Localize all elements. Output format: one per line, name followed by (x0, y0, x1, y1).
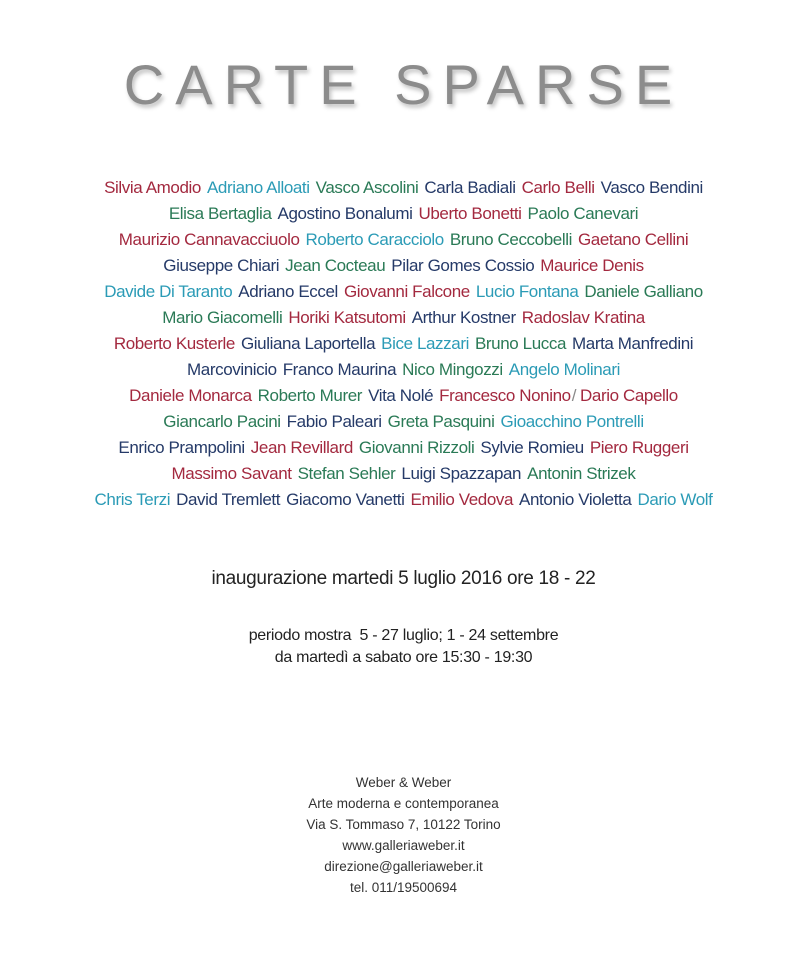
artist-separator: / (571, 386, 577, 405)
artist-name: David Tremlett (176, 490, 281, 509)
artist-name: Francesco Nonino (439, 386, 571, 405)
artist-name: Luigi Spazzapan (401, 464, 522, 483)
artist-line (20, 305, 787, 331)
artist-name: Bruno Ceccobelli (449, 230, 572, 249)
artist-line (20, 175, 787, 201)
artist-name: Jean Cocteau (285, 256, 386, 275)
artist-name: Davide Di Taranto (104, 282, 233, 301)
artist-name: Bice Lazzari (381, 334, 469, 353)
artist-name: Gaetano Cellini (577, 230, 689, 249)
artist-line (20, 201, 787, 227)
artist-name: Radoslav Kratina (521, 308, 645, 327)
artist-name: Adriano Eccel (238, 282, 338, 301)
gallery-subtitle: Arte moderna e contemporanea (308, 796, 499, 811)
artist-name: Giancarlo Pacini (163, 412, 281, 431)
artist-name: Bruno Lucca (474, 334, 567, 353)
artist-name: Roberto Caracciolo (305, 230, 444, 249)
gallery-email-link[interactable]: direzione@galleriaweber.it (324, 859, 483, 874)
artist-name: Jean Revillard (250, 438, 353, 457)
artist-name: Giacomo Vanetti (286, 490, 405, 509)
artist-line (20, 383, 787, 409)
artist-name: Giovanni Rizzoli (358, 438, 475, 457)
artist-name: Vasco Ascolini (315, 178, 419, 197)
artist-name: Arthur Kostner (411, 308, 516, 327)
gallery-address: Via S. Tommaso 7, 10122 Torino (306, 817, 501, 832)
artist-name: Franco Maurina (282, 360, 397, 379)
artist-name: Nico Mingozzi (402, 360, 503, 379)
artist-name: Agostino Bonalumi (277, 204, 413, 223)
artist-name: Lucio Fontana (475, 282, 579, 301)
artist-name: Mario Giacomelli (162, 308, 283, 327)
gallery-phone: tel. 011/19500694 (349, 880, 458, 895)
artist-name: Paolo Canevari (527, 204, 639, 223)
artist-name: Giuliana Laportella (240, 334, 376, 353)
exhibition-period (0, 625, 807, 669)
artist-list (20, 175, 787, 513)
artist-name: Fabio Paleari (286, 412, 382, 431)
artist-name: Silvia Amodio (104, 178, 201, 197)
artist-name: Giuseppe Chiari (163, 256, 280, 275)
artist-name: Sylvie Romieu (480, 438, 584, 457)
artist-name: Antonin Strizek (527, 464, 636, 483)
artist-name: Elisa Bertaglia (168, 204, 272, 223)
gallery-website-link[interactable]: www.galleriaweber.it (342, 838, 465, 853)
period-dates: periodo mostra 5 - 27 luglio; 1 - 24 settembre (248, 627, 559, 644)
artist-name: Adriano Alloati (206, 178, 310, 197)
artist-name: Piero Ruggeri (589, 438, 689, 457)
artist-name: Dario Capello (580, 386, 678, 405)
exhibition-title: CARTE SPARSE (123, 53, 684, 116)
gallery-contacts (0, 772, 807, 898)
artist-name: Massimo Savant (171, 464, 292, 483)
artist-line (20, 435, 787, 461)
gallery-name: Weber & Weber (355, 775, 452, 790)
artist-name: Dario Wolf (637, 490, 713, 509)
artist-line (20, 487, 787, 513)
artist-name: Antonio Violetta (519, 490, 632, 509)
artist-name: Horiki Katsutomi (288, 308, 406, 327)
artist-name: Vita Nolé (368, 386, 434, 405)
opening-hours: da martedì a sabato ore 15:30 - 19:30 (274, 649, 533, 666)
artist-name: Marcovinicio (187, 360, 277, 379)
artist-name: Roberto Murer (257, 386, 363, 405)
artist-line (20, 279, 787, 305)
artist-name: Vasco Bendini (600, 178, 703, 197)
artist-name: Daniele Monarca (129, 386, 252, 405)
artist-name: Stefan Sehler (297, 464, 396, 483)
artist-name: Uberto Bonetti (418, 204, 522, 223)
artist-name: Gioacchino Pontrelli (500, 412, 644, 431)
artist-name: Carla Badiali (424, 178, 516, 197)
artist-line (20, 227, 787, 253)
artist-line (20, 253, 787, 279)
artist-name: Enrico Prampolini (118, 438, 245, 457)
artist-name: Carlo Belli (521, 178, 595, 197)
artist-name: Greta Pasquini (387, 412, 495, 431)
inauguration-text: inaugurazione martedi 5 luglio 2016 ore 18 - 22 (211, 568, 596, 589)
artist-name: Pilar Gomes Cossio (391, 256, 535, 275)
artist-line (20, 461, 787, 487)
artist-name: Giovanni Falcone (343, 282, 470, 301)
artist-name: Daniele Galliano (584, 282, 703, 301)
artist-line (20, 357, 787, 383)
artist-name: Angelo Molinari (508, 360, 620, 379)
artist-name: Chris Terzi (94, 490, 171, 509)
artist-name: Roberto Kusterle (113, 334, 235, 353)
artist-name: Maurizio Cannavacciuolo (118, 230, 300, 249)
artist-name: Emilio Vedova (410, 490, 514, 509)
artist-line (20, 331, 787, 357)
artist-name: Marta Manfredini (572, 334, 694, 353)
artist-line (20, 409, 787, 435)
artist-name: Maurice Denis (540, 256, 644, 275)
